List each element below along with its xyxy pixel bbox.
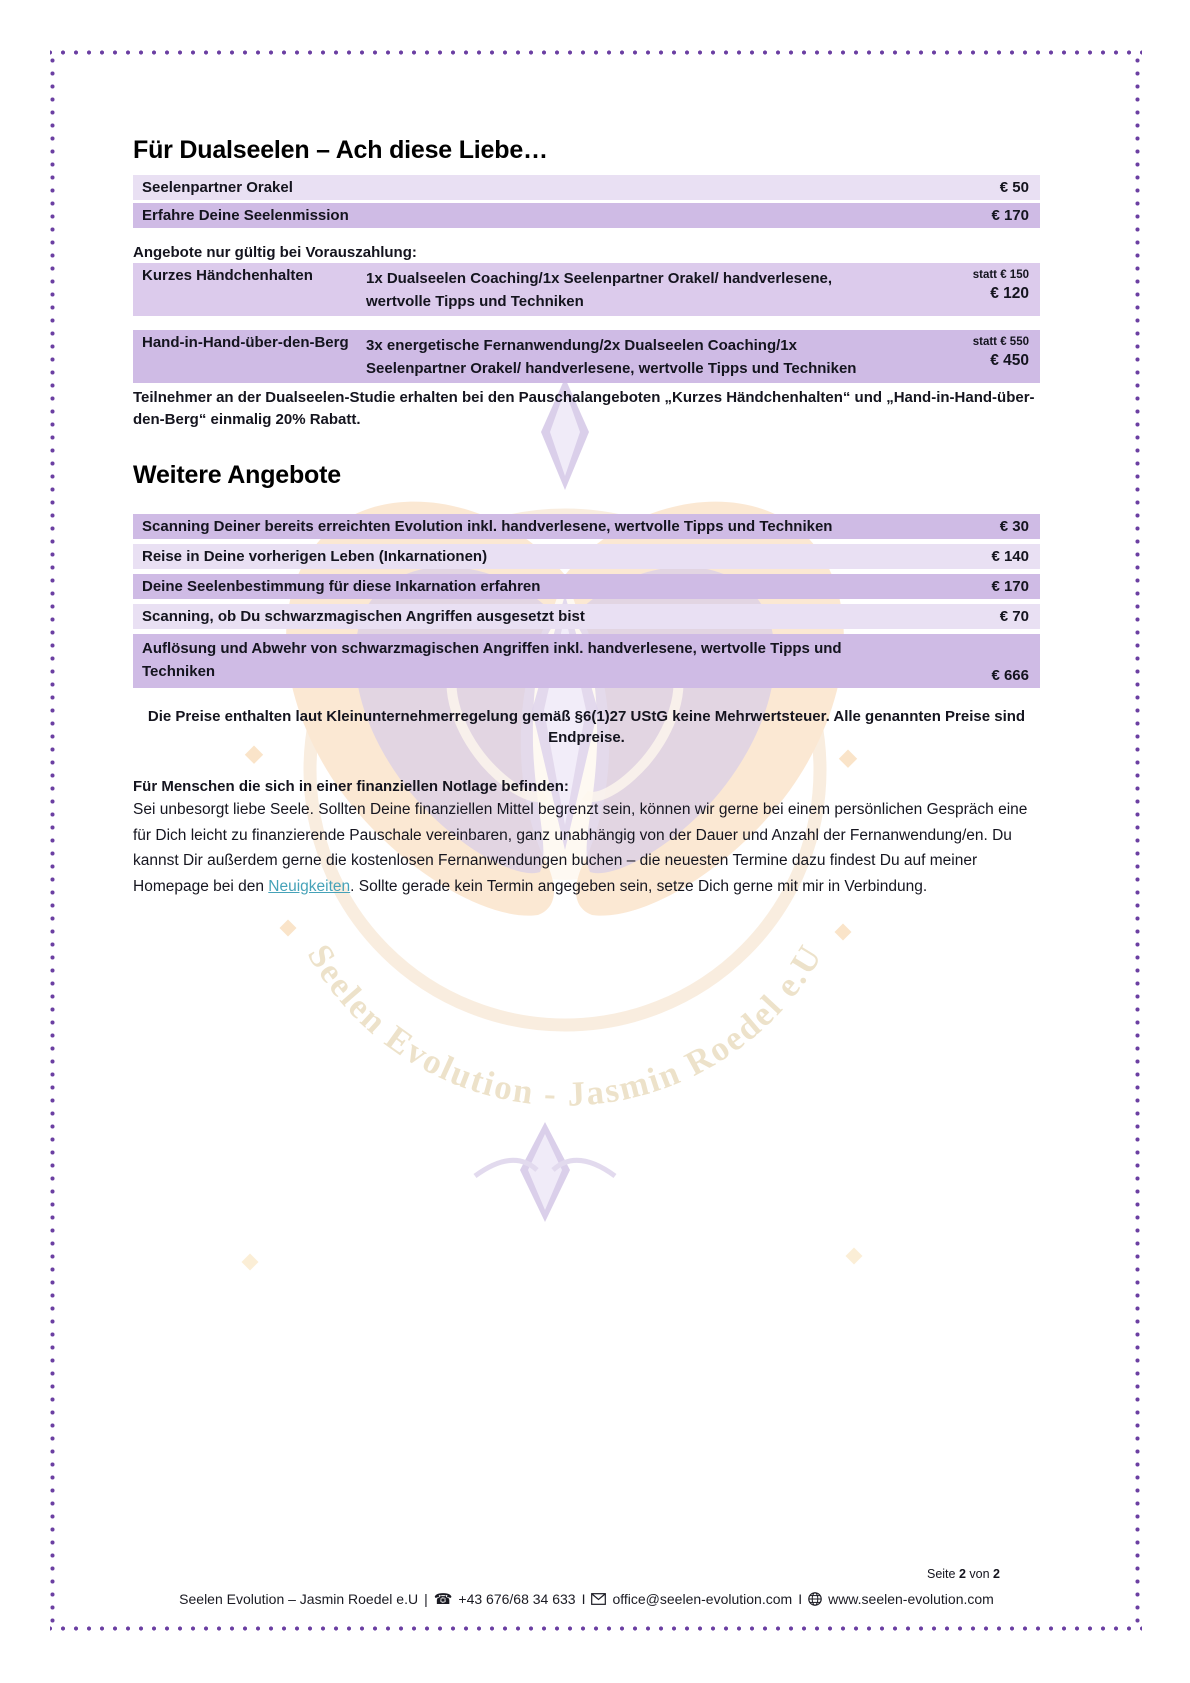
dotted-border-top: [50, 50, 1142, 55]
package-old-price: statt € 150: [972, 269, 1029, 281]
footer-brand: Seelen Evolution – Jasmin Roedel e.U: [179, 1591, 419, 1607]
price-row: [133, 175, 1040, 200]
package-name: Hand-in-Hand-über-den-Berg: [142, 334, 349, 351]
section-dualseelen-title: Für Dualseelen – Ach diese Liebe…: [133, 136, 548, 164]
section-weitere-title: Weitere Angebote: [133, 461, 341, 489]
page-number-current: 2: [958, 1567, 966, 1581]
paragraph-text: Sei unbesorgt liebe Seele. Sollten Deine finanziellen Mittel begrenzt sein, können wir gerne bei einem persönlichen Gespräch eine für Dich leicht zu finanzierende Pauschale vereinbaren, ganz unabhängig von der Dauer und Anzahl der Fernanwendung/en. Du kannst Dir außerdem gerne die kostenlosen Fernanwendungen buchen – die neuesten Termine dazu findest Du auf meiner Homepage bei den: [133, 801, 1028, 895]
package-price: € 120: [990, 285, 1029, 302]
page-number-of: von: [969, 1567, 990, 1581]
phone-icon: ☎: [433, 1591, 453, 1608]
price-row: [133, 514, 1040, 539]
footer-separator: |: [424, 1591, 428, 1607]
financial-hardship-heading: Für Menschen die sich in einer finanziellen Notlage befinden:: [133, 778, 569, 795]
price-row-label: Auflösung und Abwehr von schwarzmagischen Angriffen inkl. handverlesene, wertvolle Tipps und Techniken: [142, 640, 842, 680]
page-number-prefix: Seite: [926, 1567, 956, 1581]
footer: [133, 1590, 1040, 1608]
price-row: [133, 544, 1040, 569]
page-number-total: 2: [993, 1567, 1000, 1581]
footer-separator: I: [798, 1591, 803, 1607]
package-row: [133, 263, 1040, 316]
price-row-price: € 170: [991, 207, 1029, 224]
watermark-sparkle: [242, 1254, 259, 1271]
watermark-arc-text: Seelen Evolution - Jasmin Roedel e.U: [299, 937, 831, 1114]
watermark-sparkle: [280, 920, 297, 937]
package-name: Kurzes Händchenhalten: [142, 267, 313, 284]
footer-phone: +43 676/68 34 633: [458, 1591, 576, 1607]
price-row-label: Scanning, ob Du schwarzmagischen Angriffen ausgesetzt bist: [142, 608, 585, 625]
study-discount-note: Teilnehmer an der Dualseelen-Studie erhalten bei den Pauschalangeboten „Kurzes Händchenhalten“ und „Hand-in-Hand-über-den-Berg“ einmalig 20% Rabatt.: [133, 389, 1035, 428]
price-row-label: Reise in Deine vorherigen Leben (Inkarnationen): [142, 548, 488, 565]
price-row-price: € 170: [991, 578, 1029, 595]
page-number: [133, 1567, 1040, 1581]
price-row-label: Erfahre Deine Seelenmission: [142, 207, 349, 224]
price-row: [133, 604, 1040, 629]
package-description: 3x energetische Fernanwendung/2x Dualseelen Coaching/1x Seelenpartner Orakel/ handverlesene, wertvolle Tipps und Techniken: [366, 337, 857, 377]
price-row: [133, 203, 1040, 228]
watermark-sparkle: [835, 924, 852, 941]
financial-hardship-paragraph: [133, 797, 1040, 899]
package-prices: [973, 265, 1040, 313]
package-description: 1x Dualseelen Coaching/1x Seelenpartner Orakel/ handverlesene, wertvolle Tipps und Techniken: [366, 270, 833, 310]
dotted-border-right: [1135, 50, 1140, 1631]
price-row-label: Scanning Deiner bereits erreichten Evolution inkl. handverlesene, wertvolle Tipps und Techniken: [142, 518, 833, 535]
footer-website: www.seelen-evolution.com: [828, 1591, 994, 1607]
price-row-price: € 140: [991, 548, 1029, 565]
footer-email: office@seelen-evolution.com: [612, 1591, 793, 1607]
package-prices: [973, 332, 1040, 380]
paragraph-text: . Sollte gerade kein Termin angegeben sein, setze Dich gerne mit mir in Verbindung.: [350, 877, 928, 895]
page-content: [133, 136, 1040, 899]
prepayment-note: Angebote nur gültig bei Vorauszahlung:: [133, 244, 417, 261]
dotted-border-bottom: [50, 1626, 1142, 1631]
price-row: [133, 574, 1040, 599]
price-row-price: € 50: [999, 179, 1029, 196]
package-price: € 450: [990, 352, 1029, 369]
price-row-label: Seelenpartner Orakel: [142, 179, 293, 196]
price-row-price: € 30: [999, 518, 1029, 535]
price-row-label: Deine Seelenbestimmung für diese Inkarnation erfahren: [142, 578, 541, 595]
price-row-price: € 70: [999, 608, 1029, 625]
footer-separator: I: [581, 1591, 586, 1607]
package-row: [133, 330, 1040, 383]
tax-note: Die Preise enthalten laut Kleinunternehmerregelung gemäß §6(1)27 UStG keine Mehrwertsteuer. Alle genannten Preise sind Endpreise.: [147, 708, 1026, 746]
package-old-price: statt € 550: [972, 336, 1029, 348]
dotted-border-left: [50, 50, 55, 1631]
price-row: [133, 634, 1040, 688]
price-row-price: € 666: [991, 667, 1029, 684]
globe-icon: [808, 1592, 822, 1606]
watermark-sparkle: [846, 1248, 863, 1265]
envelope-icon: [591, 1593, 606, 1605]
neuigkeiten-link[interactable]: Neuigkeiten: [268, 877, 351, 895]
